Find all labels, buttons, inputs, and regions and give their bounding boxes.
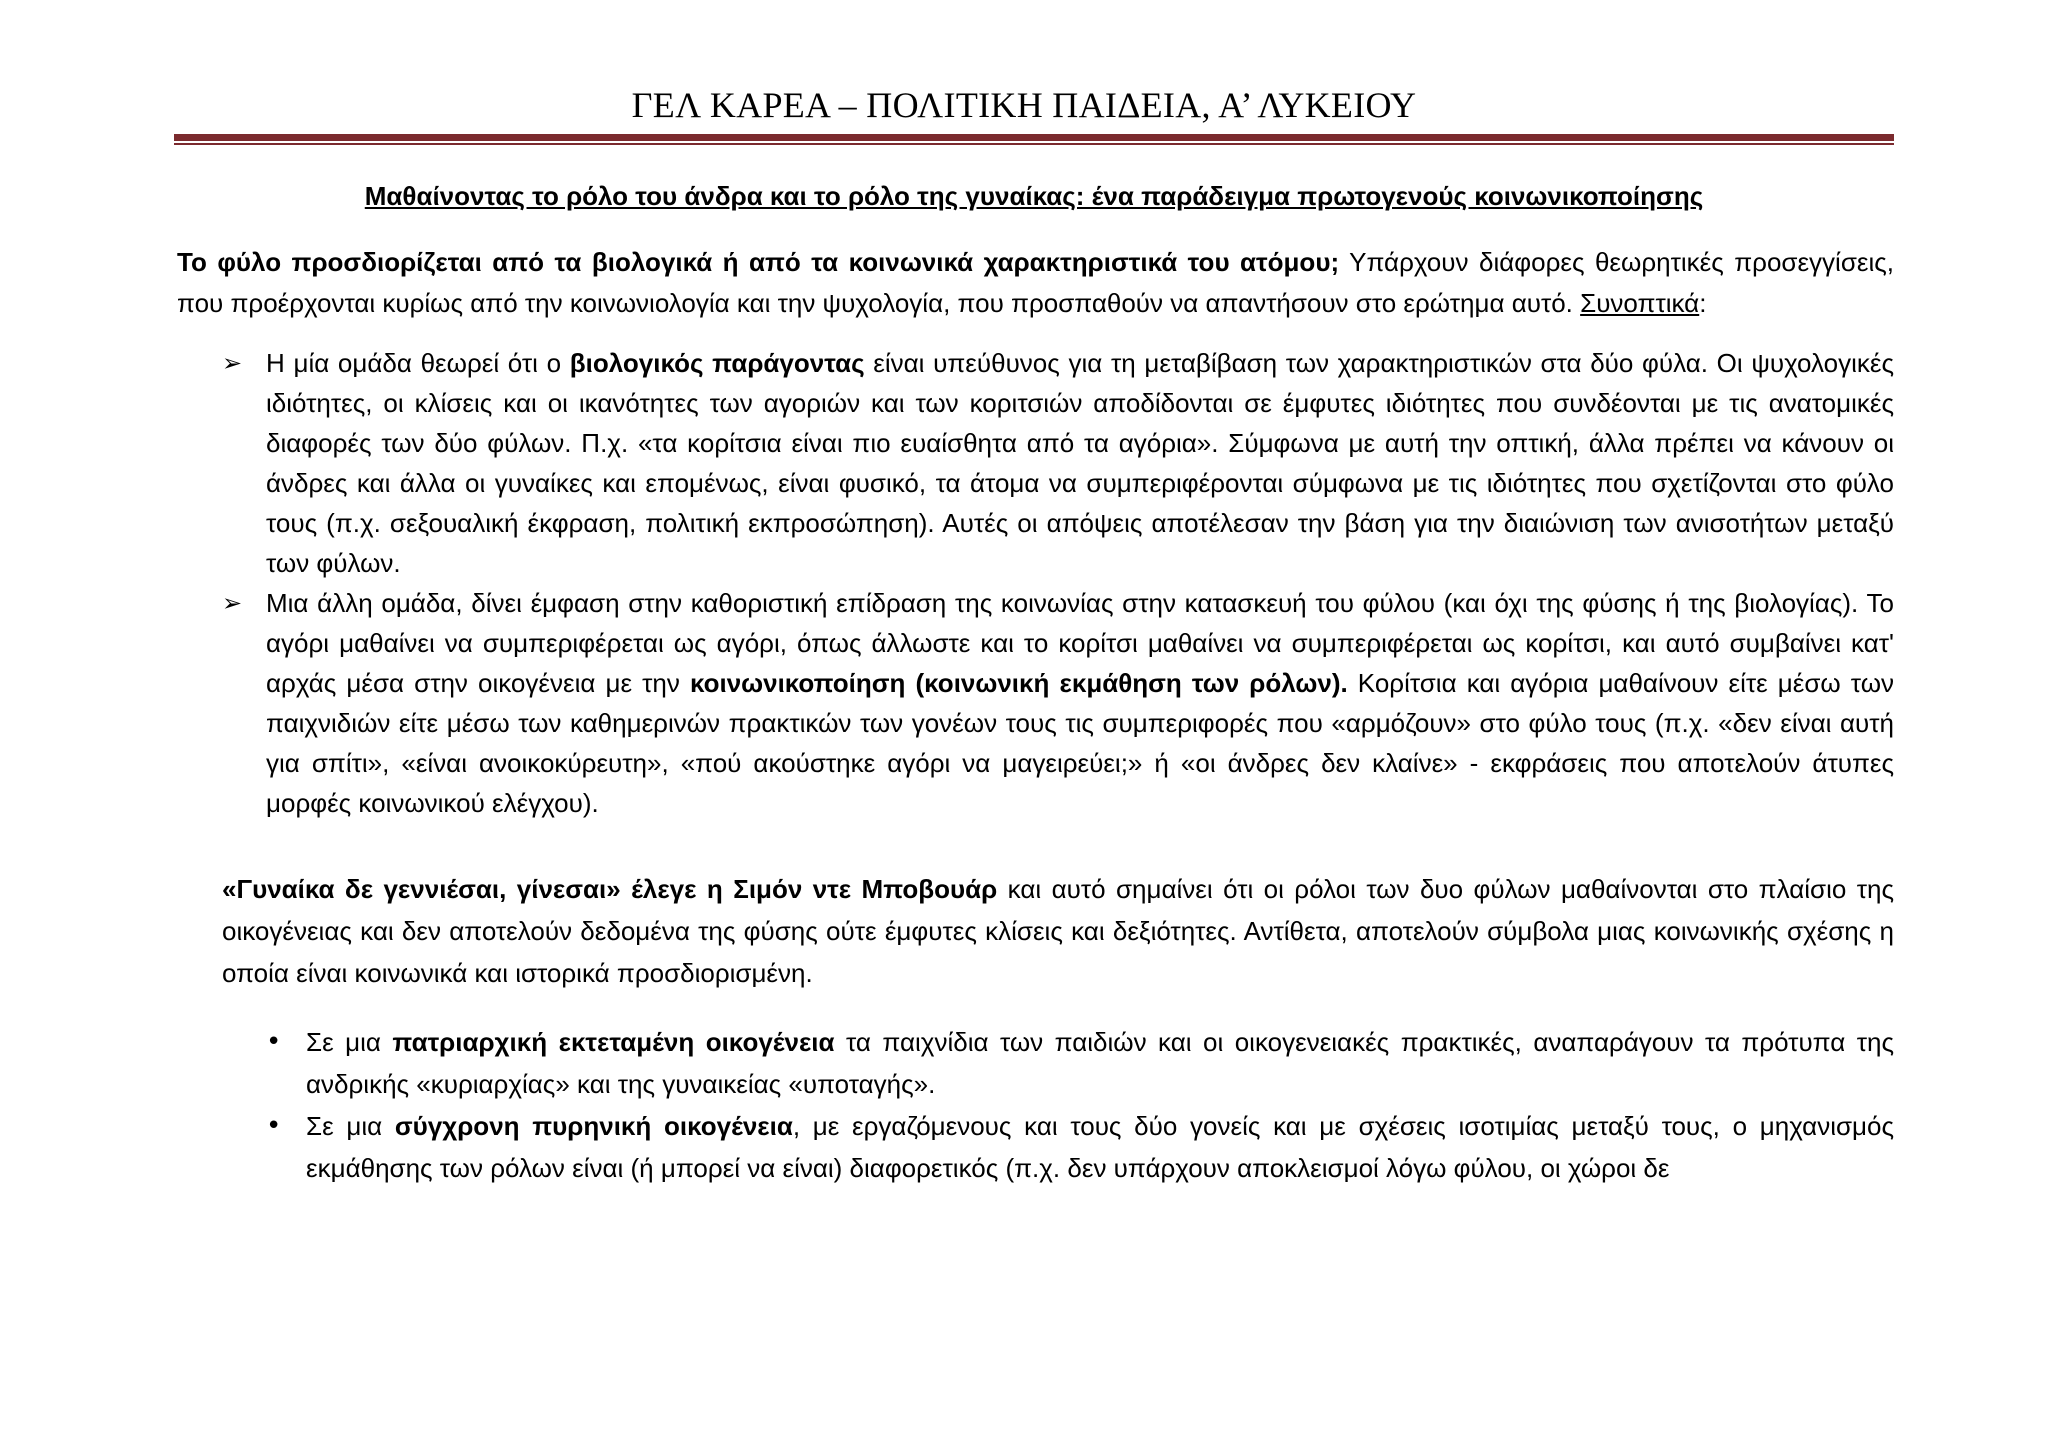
bullet-item-text-after: , με εργαζόμενους και τους δύο γονείς και με σχέσεις ισοτιμίας μεταξύ τους, ο μηχανισμός εκμάθησης των ρόλων είναι (ή μπορεί να είναι) διαφορετικός (π.χ. δεν υπάρχουν αποκλεισμοί λόγω φύλου, οι χώροι δε <box>306 1111 1894 1183</box>
document-heading: Μαθαίνοντας το ρόλο του άνδρα και το ρόλο της γυναίκας: ένα παράδειγμα πρωτογενούς κοινωνικοποίησης <box>364 181 1704 211</box>
bullet-item-bold: σύγχρονη πυρηνική οικογένεια <box>394 1111 793 1141</box>
intro-end: : <box>1699 288 1707 318</box>
intro-bold-question: Το φύλο προσδιορίζεται από τα βιολογικά ή από τα κοινωνικά χαρακτηριστικά του ατόμου; <box>177 247 1340 277</box>
dot-bullet-icon: • <box>266 1111 282 1141</box>
quote-text: και αυτό σημαίνει ότι οι ρόλοι των δυο φύλων μαθαίνονται στο πλαίσιο της οικογένειας και δεν αποτελούν δεδομένα της φύσης ούτε έμφυτες κλίσεις και δεξιότητες. Αντίθετα, αποτελούν σύμβολα μιας κοινωνικής σχέσης η οποία είναι κοινωνικά και ιστορικά προσδιορισμένη. <box>222 874 1894 988</box>
arrow-item-text-before: Η μία ομάδα θεωρεί ότι ο <box>266 348 570 378</box>
header-rule-thin <box>174 143 1894 145</box>
arrow-bullet-icon: ➢ <box>222 349 243 377</box>
arrow-item-bold: βιολογικός παράγοντας <box>569 348 865 378</box>
arrow-item-text-after: είναι υπεύθυνος για τη μεταβίβαση των χαρακτηριστικών στα δύο φύλα. Οι ψυχολογικές ιδιότητες, οι κλίσεις και οι ικανότητες των αγοριών και των κοριτσιών αποδίδονται σε έμφυτες ιδιότητες που συνδέονται με τις ανατομικές διαφορές των δύο φύλων. Π.χ. «τα κορίτσια είναι πιο ευαίσθητα από τα αγόρια». Σύμφωνα με αυτή την οπτική, άλλα πρέπει να κάνουν οι άνδρες και άλλα οι γυναίκες και επομένως, είναι φυσικό, τα άτομα να συμπεριφέρονται σύμφωνα με τις ιδιότητες που σχετίζονται στο φύλο τους (π.χ. σεξουαλική έκφραση, πολιτική εκπροσώπηση). Αυτές οι απόψεις αποτέλεσαν την βάση για την διαιώνιση των ανισοτήτων μεταξύ των φύλων. <box>266 348 1894 578</box>
bullet-item-bold: πατριαρχική εκτεταμένη οικογένεια <box>392 1027 835 1057</box>
dot-bullet-icon: • <box>266 1027 282 1057</box>
bullet-item-text-after: τα παιχνίδια των παιδιών και οι οικογενειακές πρακτικές, αναπαράγουν τα πρότυπα της ανδρικής «κυριαρχίας» και της γυναικείας «υποταγής». <box>306 1027 1895 1099</box>
quote-paragraph <box>222 868 1894 994</box>
arrow-list-item <box>222 343 1894 583</box>
quote-bold: «Γυναίκα δε γεννιέσαι, γίνεσαι» έλεγε η Σιμόν ντε Μποβουάρ <box>222 874 998 904</box>
arrow-item-text-after: Κορίτσια και αγόρια μαθαίνουν είτε μέσω των παιχνιδιών είτε μέσω των καθημερινών πρακτικών των γονέων τους τις συμπεριφορές που «αρμόζουν» στο φύλο τους (π.χ. «δεν είναι αυτή για σπίτι», «είναι ανοικοκύρευτη», «πού ακούστηκε αγόρι να μαγειρεύει;» ή «οι άνδρες δεν κλαίνε» - εκφράσεις που αποτελούν άτυπες μορφές κοινωνικού ελέγχου). <box>266 668 1895 818</box>
bullet-item-text-before: Σε μια <box>306 1027 393 1057</box>
arrow-list-item <box>222 583 1895 823</box>
bullet-item-text-before: Σε μια <box>306 1111 395 1141</box>
intro-underlined-word: Συνοπτικά <box>1580 288 1700 318</box>
intro-text: Υπάρχουν διάφορες θεωρητικές προσεγγίσεις, που προέρχονται κυρίως από την κοινωνιολογία και την ψυχολογία, που προσπαθούν να απαντήσουν στο ερώτημα αυτό. <box>177 247 1894 318</box>
arrow-list <box>222 343 1895 823</box>
arrow-item-text-before: Μια άλλη ομάδα, δίνει έμφαση στην καθοριστική επίδραση της κοινωνίας στην κατασκευή του φύλου (και όχι της φύσης ή της βιολογίας). Το αγόρι μαθαίνει να συμπεριφέρεται ως αγόρι, όπως άλλωστε και το κορίτσι μαθαίνει να συμπεριφέρεται ως κορίτσι, και αυτό συμβαίνει κατ' αρχάς μέσα στην οικογένεια με την <box>266 588 1894 698</box>
arrow-item-bold: κοινωνικοποίηση (κοινωνική εκμάθηση των ρόλων). <box>689 668 1348 698</box>
bullet-list-item <box>266 1021 1895 1105</box>
intro-paragraph <box>177 242 1894 324</box>
header-rule-thick <box>174 134 1894 141</box>
bullet-list-item <box>266 1105 1894 1189</box>
arrow-bullet-icon: ➢ <box>222 589 243 617</box>
page-header-title: ΓΕΛ ΚΑΡΕΑ – ΠΟΛΙΤΙΚΗ ΠΑΙΔΕΙΑ, Α’ ΛΥΚΕΙΟΥ <box>631 85 1417 125</box>
bullet-list <box>266 1021 1895 1189</box>
